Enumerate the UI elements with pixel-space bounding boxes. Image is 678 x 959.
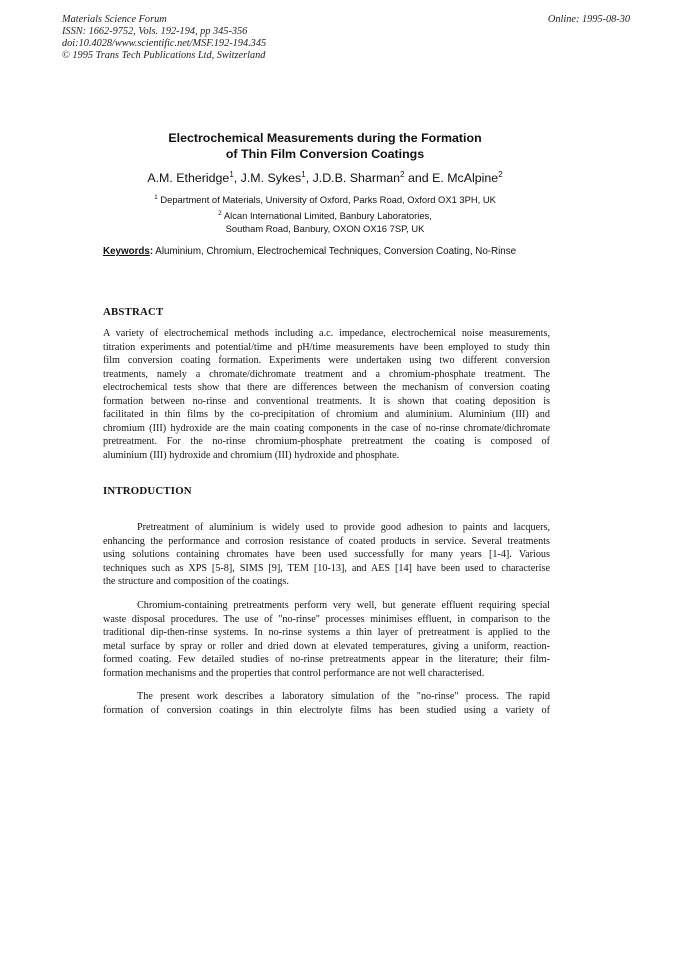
affiliation-text: Department of Materials, University of Oxford, Parks Road, Oxford OX1 3PH, UK [160,194,496,205]
text-line: facilitated in thin films by the co-precipitation of chromium and aluminium. Aluminium (III) and [103,409,550,420]
text-line: titration experiments and potential/time and pH/time measurements have been employed to study thin [103,341,550,353]
text-line: traditional dip-then-rinse systems. In no-rinse systems a thin layer of pretreatment is applied to the [103,627,550,638]
text-line: the structure and composition of the coatings. [103,576,289,587]
text-line: techniques such as XPS [5-8], SIMS [9], TEM [10-13], and AES [14] have been used to characterise [103,562,550,574]
text-line: treatments, namely a chromate/dichromate treatment and a chromium-phosphate treatment. The [103,368,550,380]
keywords [103,246,516,257]
journal-name: Materials Science Forum [62,14,167,25]
author-name: J.D.B. Sharman [312,171,401,185]
author-affiliation-mark: 1 [301,170,306,179]
text-line: formed coating. Few detailed studies of no-rinse pretreatments appear in the literature; their film- [103,654,550,665]
text-line: using solutions containing chromates have been used successfully for many years [1-4]. Various [103,549,550,560]
affiliation-1 [90,194,560,207]
copyright-line: © 1995 Trans Tech Publications Ltd, Switzerland [62,50,266,61]
affiliation-2 [90,210,560,235]
intro-paragraph-2 [103,599,550,680]
paper-title [100,130,550,162]
text-line: film conversion coating formation. Experiments were undertaken using two different conversion [103,355,550,366]
keywords-label-text: Keywords [103,246,150,257]
text-line: metal surface by spray or roller and dried down at elevated temperatures, giving a uniform, reaction- [103,640,550,652]
abstract-body [103,327,550,462]
intro-paragraph-3 [103,690,550,717]
keywords-label [103,246,153,257]
text-line: formation between no-rinse and conventional treatments. It is shown that coating deposition is [103,395,550,407]
doi-line: doi:10.4028/www.scientific.net/MSF.192-194.345 [62,38,267,49]
author-affiliation-mark: 1 [229,170,234,179]
affiliation-text: Alcan International Limited, Banbury Laboratories, [223,210,432,221]
journal-citation-header [62,14,266,62]
author-affiliation-mark: 2 [400,170,405,179]
affiliation-mark: 2 [218,210,222,217]
author-separator: , [233,171,241,185]
text-line: aluminium (III) hydroxide and chromium (III) hydroxide and phosphate. [103,449,400,461]
text-line: Chromium-containing pretreatments perform very well, but generate effluent requiring special [137,600,550,611]
affiliation-line [90,210,560,223]
issn-line: ISSN: 1662-9752, Vols. 192-194, pp 345-356 [62,26,248,37]
text-line: electrochemical tests show that there are differences between the mechanism of conversion coating [103,382,550,393]
online-date: Online: 1995-08-30 [547,14,630,25]
text-line: A variety of electrochemical methods including a.c. impedance, electrochemical noise measurements, [103,328,550,339]
affiliation-mark: 1 [154,194,158,201]
text-line: The present work describes a laboratory simulation of the "no-rinse" process. The rapid [137,691,550,702]
intro-paragraph-1 [103,521,550,589]
author-name: A.M. Etheridge [147,171,230,185]
text-line: pretreatment. For the no-rinse chromium-phosphate pretreatment the coating is composed of [103,436,550,447]
affiliation-text: Southam Road, Banbury, OXON OX16 7SP, UK [225,222,425,234]
abstract-heading: ABSTRACT [103,306,164,318]
author-name: J.M. Sykes [240,171,302,185]
author-separator: and [404,171,433,185]
title-line-2: of Thin Film Conversion Coatings [225,147,425,161]
keywords-label-colon: : [149,246,154,257]
text-line: enhancing the performance and corrosion resistance of coated products in service. Several treatments [103,535,550,547]
author-list [90,171,560,185]
text-line: chromium (III) hydroxide are the main coating components in the case of no-rinse chromate/dichromate [103,422,550,434]
introduction-heading: INTRODUCTION [103,485,192,497]
text-line: waste disposal procedures. The use of "no-rinse" processes minimises effluent, in comparison to the [103,613,550,625]
title-line-1: Electrochemical Measurements during the Formation [168,131,482,145]
author-separator: , [305,171,313,185]
keywords-text: Aluminium, Chromium, Electrochemical Techniques, Conversion Coating, No-Rinse [155,246,517,257]
author-name: E. McAlpine [432,171,499,185]
text-line: formation of conversion coatings in thin electrolyte films has been studied using a variety of [103,704,550,716]
text-line: formation mechanisms and the properties that control performance are not well characterised. [103,667,485,679]
text-line: Pretreatment of aluminium is widely used to provide good adhesion to paints and lacquers, [137,522,550,533]
author-affiliation-mark: 2 [498,170,503,179]
